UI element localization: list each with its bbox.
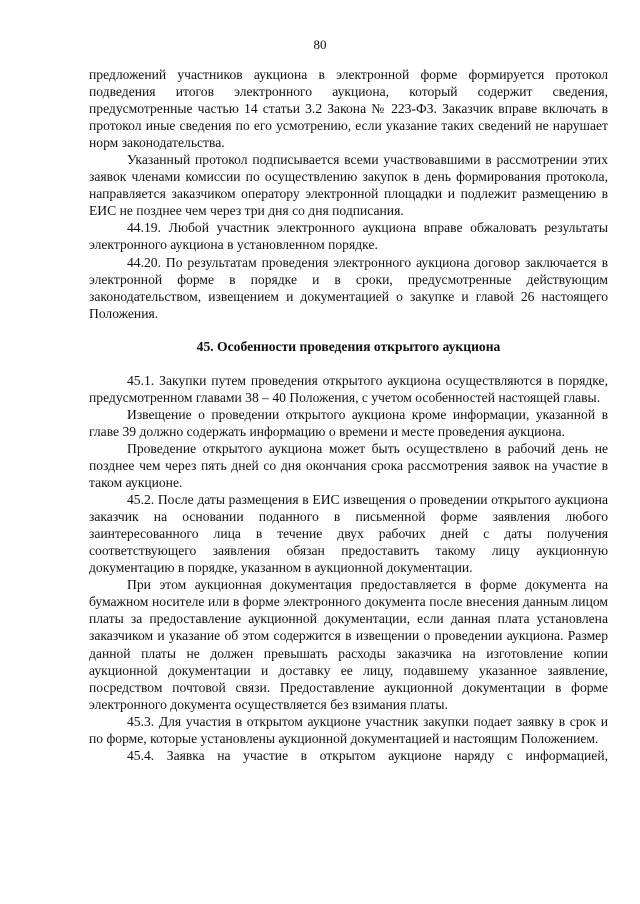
paragraph: предложений участников аукциона в электронной форме формируется протокол подведения итогов электронного аукциона, который содержит сведения, предусмотренные частью 14 статьи 3.2 Закона № 223-ФЗ. Заказчик вправе включать в протокол иные сведения по его усмотрению, если указание таких сведений не нарушает норм законодательства. bbox=[89, 67, 608, 151]
paragraph: 45.3. Для участия в открытом аукционе участник закупки подает заявку в срок и по форме, которые установлены аукционной документацией и настоящим Положением. bbox=[89, 713, 608, 746]
page-number: 80 bbox=[313, 37, 327, 52]
paragraph: Извещение о проведении открытого аукциона кроме информации, указанной в главе 39 должно содержать информацию о времени и месте проведения аукциона. bbox=[89, 406, 608, 439]
paragraph: 44.19. Любой участник электронного аукциона вправе обжаловать результаты электронного аукциона в установленном порядке. bbox=[89, 220, 608, 253]
paragraph: 45.1. Закупки путем проведения открытого аукциона осуществляются в порядке, предусмотренном главами 38 – 40 Положения, с учетом особенностей настоящей главы. bbox=[89, 372, 608, 405]
paragraph: 45.4. Заявка на участие в открытом аукционе наряду с информацией, bbox=[127, 747, 608, 763]
document-body bbox=[89, 66, 608, 764]
paragraph: Проведение открытого аукциона может быть осуществлено в рабочий день не позднее чем через пять дней со дня окончания срока рассмотрения заявок на участие в таком аукционе. bbox=[89, 440, 608, 491]
section-heading: 45. Особенности проведения открытого аукциона bbox=[196, 338, 501, 354]
paragraph: Указанный протокол подписывается всеми участвовавшими в рассмотрении этих заявок членами комиссии по осуществлению закупок в день формирования протокола, направляется заказчиком оператору электронной площадки и подлежит размещению в ЕИС не позднее чем через три дня со дня подписания. bbox=[89, 152, 608, 219]
paragraph: При этом аукционная документация предоставляется в форме документа на бумажном носителе или в форме электронного документа после внесения данным лицом платы за предоставление аукционной документации, если данная плата установлена заказчиком и указание об этом содержится в извещении о проведении аукциона. Размер данной платы не должен превышать расходы заказчика на изготовление копии аукционной документации и доставку ее лицу, подавшему указанное заявление, посредством почтовой связи. Предоставление аукционной документации в форме электронного документа осуществляется без взимания платы. bbox=[89, 577, 608, 712]
paragraph: 44.20. По результатам проведения электронного аукциона договор заключается в электронной форме в порядке и в сроки, предусмотренные действующим законодательством, извещением и документацией о закупке и главой 26 настоящего Положения. bbox=[89, 254, 608, 321]
paragraph: 45.2. После даты размещения в ЕИС извещения о проведении открытого аукциона заказчик на основании поданного в письменной форме заявления любого заинтересованного лица в течение двух рабочих дней с даты получения соответствующего заявления обязан предоставить такому лицу аукционную документацию в порядке, указанном в аукционной документации. bbox=[89, 492, 608, 576]
